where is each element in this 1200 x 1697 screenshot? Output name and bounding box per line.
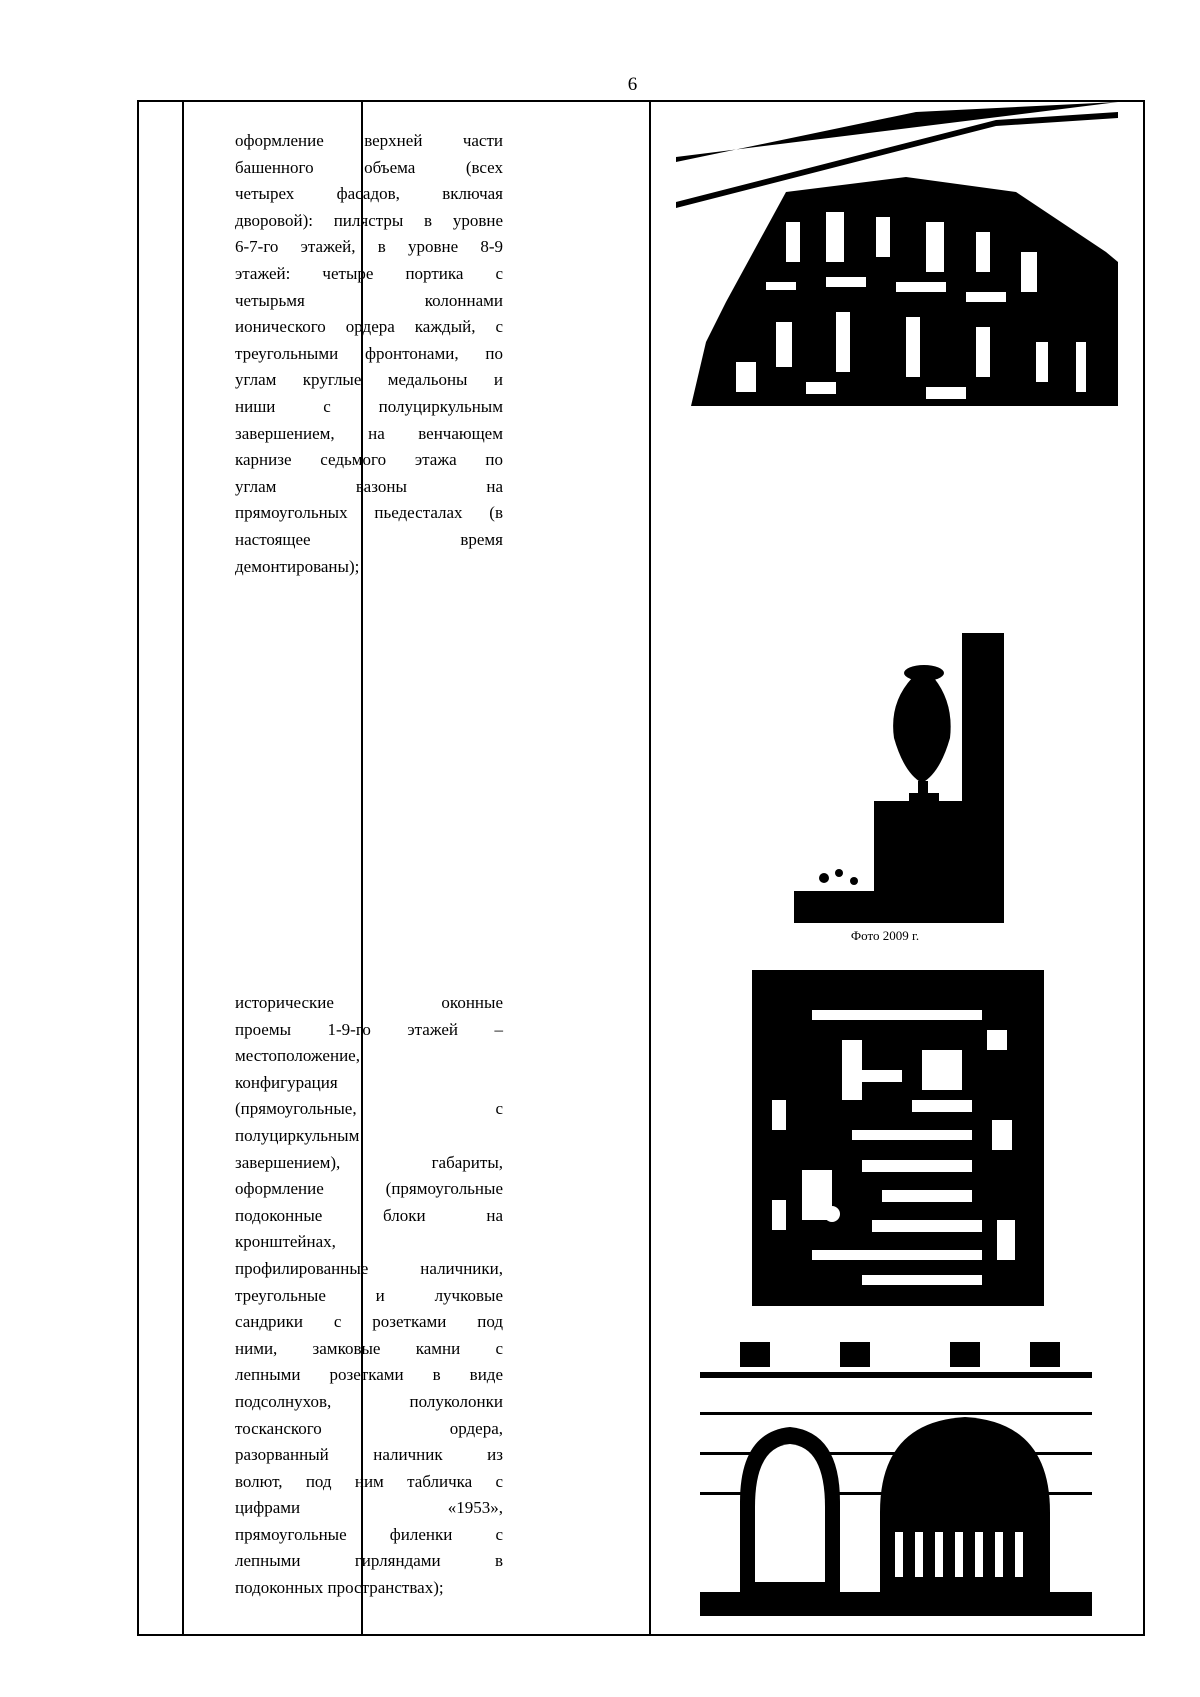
text-line: 6-7-го этажей, в уровне 8-9: [235, 237, 503, 257]
text-line: углам круглые медальоны и: [235, 370, 503, 390]
text-line: демонтированы);: [235, 556, 360, 576]
photo-arched-windows: [700, 1332, 1092, 1616]
text-line: ионического ордера каждый, с: [235, 317, 503, 337]
text-line: волют, под ним табличка с: [235, 1471, 503, 1491]
text-line: прямоугольных пьедесталах (в: [235, 503, 503, 523]
text-line: разорванный наличник из: [235, 1445, 503, 1465]
text-line: подоконные блоки на: [235, 1205, 503, 1225]
text-line: углам вазоны на: [235, 476, 503, 496]
page-number: 6: [627, 74, 638, 95]
text-line: кронштейнах,: [235, 1232, 336, 1252]
text-line: карнизе седьмого этажа по: [235, 450, 503, 470]
text-line: башенного объема (всех: [235, 157, 503, 177]
text-line: четырьмя колоннами: [235, 290, 503, 310]
text-line: прямоугольные филенки с: [235, 1524, 503, 1544]
text-line: дворовой): пилястры в уровне: [235, 210, 503, 230]
text-line: треугольными фронтонами, по: [235, 343, 503, 363]
photo-window-facade: [752, 970, 1044, 1306]
description-window-openings: [235, 990, 503, 1602]
text-line: (прямоугольные, с: [235, 1099, 503, 1119]
text-line: ниши с полуциркульным: [235, 396, 503, 416]
text-line: треугольные и лучковые: [235, 1285, 503, 1305]
text-line: полуциркульным: [235, 1125, 360, 1145]
text-line: конфигурация: [235, 1072, 338, 1092]
photo-tower-facade: [676, 102, 1118, 406]
text-line: местоположение,: [235, 1046, 360, 1066]
photo-vase-pedestal: [794, 633, 1004, 923]
text-line: оформление верхней части: [235, 131, 503, 150]
text-line: лепными розетками в виде: [235, 1365, 503, 1385]
text-line: настоящее время: [235, 529, 503, 549]
text-line: подсолнухов, полуколонки: [235, 1391, 503, 1411]
text-line: оформление (прямоугольные: [235, 1179, 503, 1199]
text-line: цифрами «1953»,: [235, 1498, 503, 1518]
text-line: лепными гирляндами в: [235, 1551, 503, 1571]
column-divider: [649, 102, 651, 1634]
description-upper-tower: [235, 128, 503, 580]
text-line: тосканского ордера,: [235, 1418, 503, 1438]
text-line: завершением, на венчающем: [235, 423, 503, 443]
text-line: подоконных пространствах);: [235, 1578, 444, 1598]
text-line: этажей: четыре портика с: [235, 263, 503, 283]
photo-caption: Фото 2009 г.: [850, 928, 920, 943]
text-line: ними, замковые камни с: [235, 1338, 503, 1358]
text-line: проемы 1-9-го этажей –: [235, 1019, 503, 1039]
text-line: четырех фасадов, включая: [235, 184, 503, 204]
text-line: завершением), габариты,: [235, 1152, 503, 1172]
text-line: сандрики с розетками под: [235, 1312, 503, 1332]
text-line: профилированные наличники,: [235, 1258, 503, 1278]
text-line: исторические оконные: [235, 993, 503, 1012]
column-divider: [182, 102, 184, 1634]
